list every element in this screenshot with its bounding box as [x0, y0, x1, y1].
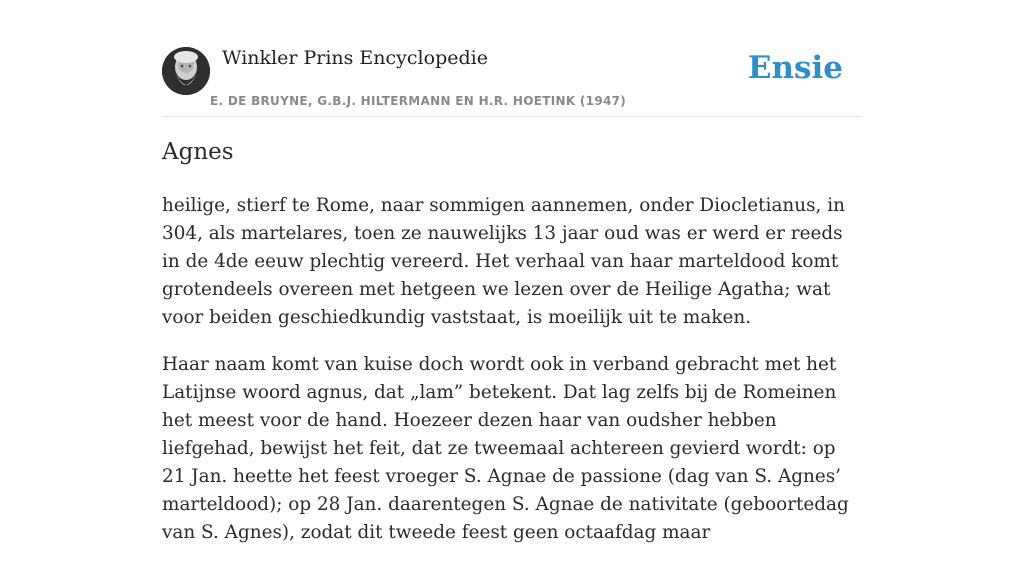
ensie-logo[interactable]: Ensie [747, 50, 843, 86]
book-authors: E. DE BRUYNE, G.B.J. HILTERMANN EN H.R. HOETINK (1947) [210, 94, 627, 108]
entry-title: Agnes [162, 139, 234, 165]
entry-body [162, 192, 862, 566]
book-title-link[interactable]: Winkler Prins Encyclopedie [222, 47, 488, 69]
entry-paragraph: Haar naam komt van kuise doch wordt ook in verband gebracht met het Latijnse woord agnus, dat „lam” betekent. Dat lag zelfs bij de Romeinen het meest voor de hand. Hoezeer dezen haar van oudsher hebben liefgehad, bewijst het feit, dat ze tweemaal achtereen gevierd wordt: op 21 Jan. heette het feest vroeger S. Agnae de passione (dag van S. Agnes’ marteldood); op 28 Jan. daarentegen S. Agnae de nativitate (geboortedag van S. Agnes), zodat dit tweede feest geen octaafdag maar [162, 354, 849, 543]
author-portrait-icon[interactable] [162, 47, 210, 95]
entry-paragraph: heilige, stierf te Rome, naar sommigen aannemen, onder Diocletianus, in 304, als martelares, toen ze nauwelijks 13 jaar oud was er werd er reeds in de 4de eeuw plechtig vereerd. Het verhaal van haar marteldood komt grotendeels overeen met hetgeen we lezen over de Heilige Agatha; wat voor beiden geschiedkundig vaststaat, is moeilijk uit te maken. [162, 195, 845, 328]
page-header [162, 44, 862, 117]
